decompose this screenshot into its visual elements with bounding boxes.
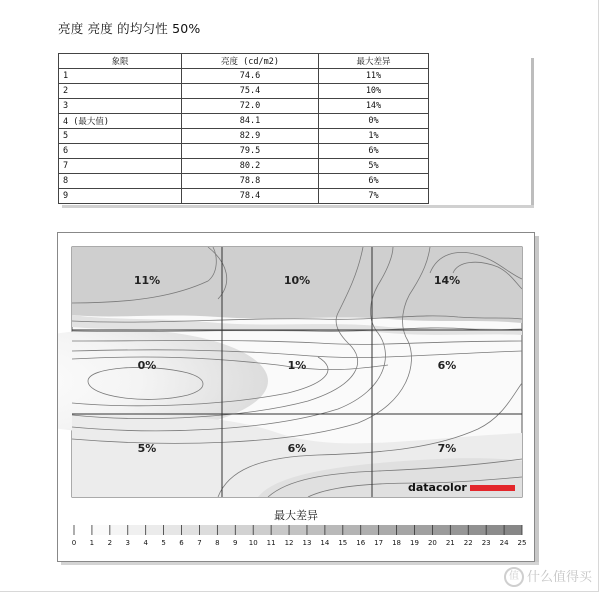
quadrant-8-label: 6% (287, 442, 307, 455)
cell-luminance: 72.0 (182, 99, 319, 114)
scale-tick-label: 18 (392, 539, 402, 547)
scale-segment (92, 525, 110, 535)
cell-quadrant: 2 (59, 84, 182, 99)
scale-tick-label: 2 (107, 539, 113, 547)
page-title: 亮度 亮度 的均匀性 50% (58, 21, 201, 36)
table-row (59, 114, 429, 129)
scale-segment (397, 525, 415, 535)
scale-segment (182, 525, 200, 535)
cell-max-diff: 7% (319, 189, 429, 204)
cell-quadrant: 3 (59, 99, 182, 114)
scale-segment (379, 525, 397, 535)
uniformity-table (58, 53, 429, 204)
quadrant-5-label: 1% (287, 359, 307, 372)
scale-tick-labels (72, 539, 527, 547)
scale-tick-label: 6 (179, 539, 184, 547)
cell-luminance: 80.2 (182, 159, 319, 174)
scale-tick-label: 10 (248, 539, 258, 547)
uniformity-table-container (58, 53, 429, 204)
quadrant-6-label: 6% (437, 359, 457, 372)
scale-segment (199, 525, 217, 535)
scale-tick-label: 5 (161, 539, 166, 547)
header-max-diff: 最大差异 (319, 54, 429, 69)
scale-segment (468, 525, 486, 535)
scale-segment (253, 525, 271, 535)
quadrant-3-label: 14% (433, 274, 461, 287)
scale-segment (450, 525, 468, 535)
cell-max-diff: 1% (319, 129, 429, 144)
table-row (59, 174, 429, 189)
scale-segment (164, 525, 182, 535)
scale-tick-label: 22 (463, 539, 473, 547)
scale-segment (289, 525, 307, 535)
quadrant-4-label: 0% (137, 359, 157, 372)
watermark-text: 什么值得买 (526, 569, 592, 585)
table-row (59, 159, 429, 174)
scale-tick-label: 20 (427, 539, 437, 547)
uniformity-figure (57, 232, 535, 562)
cell-luminance: 78.8 (182, 174, 319, 189)
scale-segment (486, 525, 504, 535)
quadrant-2-label: 10% (283, 274, 311, 287)
scale-tick-label: 4 (143, 539, 148, 547)
table-row (59, 84, 429, 99)
scale-segment (343, 525, 361, 535)
scale-segment (361, 525, 379, 535)
cell-max-diff: 14% (319, 99, 429, 114)
scale-tick-label: 21 (445, 539, 455, 547)
datacolor-logo-bar (470, 485, 515, 491)
cell-quadrant: 1 (59, 69, 182, 84)
scale-tick-label: 24 (499, 539, 509, 547)
scale-tick-label: 19 (410, 539, 419, 547)
table-row (59, 99, 429, 114)
cell-max-diff: 0% (319, 114, 429, 129)
scale-tick-label: 16 (356, 539, 366, 547)
scale-tick-label: 9 (233, 539, 238, 547)
cell-max-diff: 6% (319, 174, 429, 189)
cell-max-diff: 10% (319, 84, 429, 99)
scale-segment (432, 525, 450, 535)
cell-quadrant: 5 (59, 129, 182, 144)
scale-tick-label: 15 (338, 539, 348, 547)
cell-luminance: 79.5 (182, 144, 319, 159)
cell-luminance: 78.4 (182, 189, 319, 204)
scale-segment (217, 525, 235, 535)
quadrant-7-label: 5% (137, 442, 157, 455)
cell-max-diff: 11% (319, 69, 429, 84)
scale-tick-label: 17 (374, 539, 384, 547)
scale-segment (414, 525, 432, 535)
scale-tick-label: 8 (215, 539, 220, 547)
table-row (59, 129, 429, 144)
cell-luminance: 75.4 (182, 84, 319, 99)
figure-shadow (535, 236, 539, 564)
cell-luminance: 74.6 (182, 69, 319, 84)
scale-tick-label: 23 (481, 539, 491, 547)
cell-quadrant: 6 (59, 144, 182, 159)
table-header-row (59, 54, 429, 69)
scale-tick-label: 25 (517, 539, 527, 547)
scale-segment (128, 525, 146, 535)
gradient-scale-bar (74, 525, 522, 535)
scale-segment (74, 525, 92, 535)
scale-tick-label: 3 (125, 539, 130, 547)
scale-tick-label: 1 (89, 539, 95, 547)
uniformity-contour-map (58, 233, 534, 561)
cell-quadrant: 7 (59, 159, 182, 174)
cell-quadrant: 8 (59, 174, 182, 189)
table-row (59, 69, 429, 84)
scale-segment (271, 525, 289, 535)
scale-tick-label: 14 (320, 539, 330, 547)
scale-segment (325, 525, 343, 535)
scale-tick-label: 7 (197, 539, 202, 547)
cell-luminance: 84.1 (182, 114, 319, 129)
cell-quadrant: 9 (59, 189, 182, 204)
scale-tick-label: 0 (71, 539, 77, 547)
value-icon: 值 (504, 567, 524, 587)
cell-max-diff: 6% (319, 144, 429, 159)
cell-max-diff: 5% (319, 159, 429, 174)
scale-segment (110, 525, 128, 535)
cell-quadrant: 4 (最大值) (59, 114, 182, 129)
contour-map-area (58, 247, 522, 497)
scale-segment (235, 525, 253, 535)
header-luminance: 亮度 (cd/m2) (182, 54, 319, 69)
table-shadow-bottom (62, 205, 534, 208)
table-row (59, 189, 429, 204)
legend-title: 最大差异 (274, 509, 318, 522)
watermark (504, 566, 592, 588)
scale-tick-label: 12 (284, 539, 294, 547)
header-quadrant: 象限 (59, 54, 182, 69)
scale-tick-label: 13 (302, 539, 312, 547)
cell-luminance: 82.9 (182, 129, 319, 144)
scale-segment (146, 525, 164, 535)
scale-segment (307, 525, 325, 535)
scale-segment (504, 525, 522, 535)
table-row (59, 144, 429, 159)
scale-tick-label: 11 (266, 539, 276, 547)
quadrant-1-label: 11% (133, 274, 161, 287)
table-shadow (531, 58, 534, 208)
datacolor-logo-text: datacolor (408, 481, 467, 494)
quadrant-9-label: 7% (437, 442, 457, 455)
